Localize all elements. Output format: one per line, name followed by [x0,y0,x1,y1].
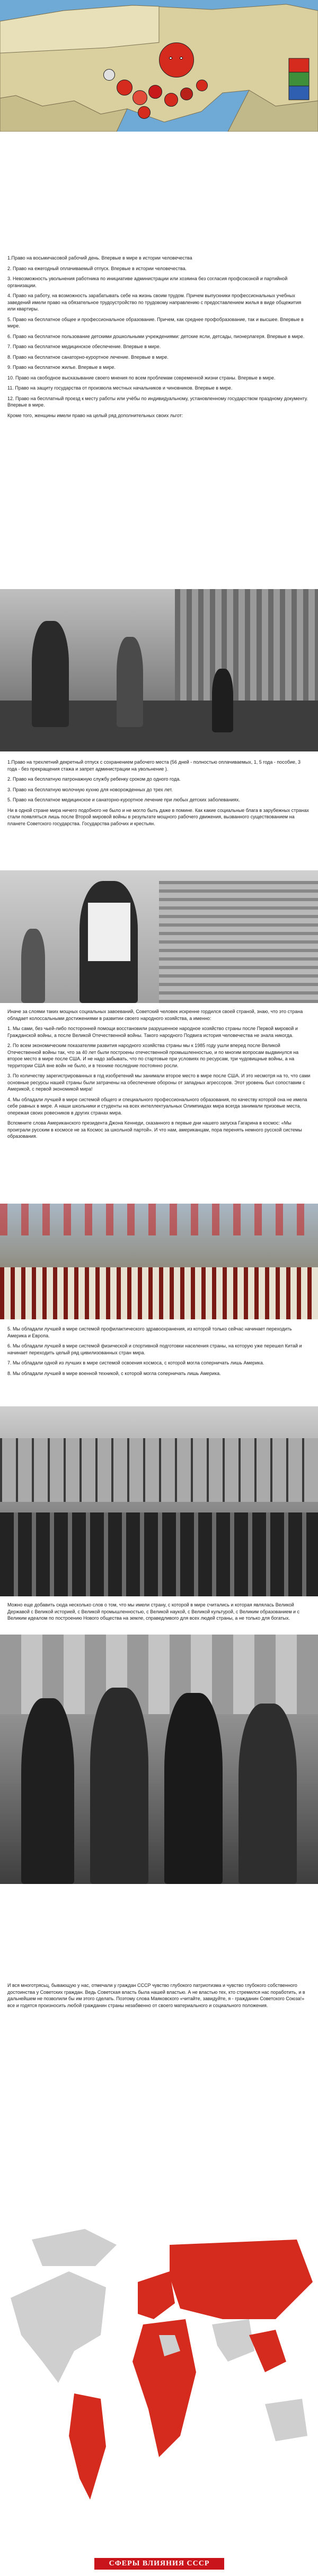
right-item: 8. Право на бесплатное санаторно-курортное лечение. Впервые в мире. [7,354,169,360]
right-item: 3. Невозможность увольнения работника по инициативе администрации или хозяина без согласия профсоюзной и партийной организации. [7,276,288,288]
countryball-2 [132,90,147,105]
achievement-paragraph: 4. Мы обладали лучшей в мире системой общего и специального профессионального образования, по качеству которой она не имела себе равных в мире. А наши школьники и студенты на всех интеллектуальных Олимпиадах мира всегда занимали призовые места, опережая своих ровесников в других странах мира. [7,1096,307,1116]
right-item: 11. Право на защиту государства от произвола местных начальников и чиновников. Впервые в мире. [7,385,233,391]
kennedy-quote: Вспомните слова Американского президента Джона Кеннеди, сказанного в первые дни нашего запуска Гагарина в космос: «Мы проиграли русским в космосе не за Космос за школьной партой». И что нам, американцам, пора перенять немного русской системы образования. [7,1120,302,1139]
countryball-map-image [0,0,318,132]
sports-parade-photo [0,1204,318,1319]
right-item: 5. Право на бесплатное общее и профессиональное образование. Причем, как среднее профобразование, так и высшее. Впервые в мире. [7,316,304,329]
rights-list-1 [7,255,311,422]
womens-right-item: 3. Право на бесплатную молочную кухню для новорожденных до трех лет. [7,786,173,792]
achievement-paragraph: 6. Мы обладали лучшей в мире системой физической и спортивной подготовки населения страны, на которую уже перешел Китай и начинает переходить целый ряд цивилизованных стран мира. [7,1343,302,1355]
street-scene-photo [0,589,318,751]
countryball-4 [164,93,178,107]
womens-right-item: 5. Право на бесплатное медицинское и санаторно-курортное лечение при любых детских заболеваниях. [7,797,240,802]
patriotism-text [7,1982,311,2012]
achievement-paragraph: 2. По всем экономическим показателям развития народного хозяйства страны мы к 1985 году ушли вперед после Великой Отечественной войны так, что за 40 лет были построены отечественной промышленностью, и по многим вопросам выдвинулся на второе место в мире после США. И не надо забывать, что по стартовые при условиях по ресурсам, три чудовищные войны, а на территории США вне войн не было, и в технике последние постоянно росли. [7,1043,299,1068]
right-item: 1.Право на восьмичасовой рабочий день. Впервые в мире в истории человечества [7,255,192,261]
influence-world-map [0,2160,318,2576]
achievements-text-1 [7,1008,311,1144]
world-map-illustration [0,2160,318,2576]
protest-sign [87,902,131,962]
patriotism-paragraph: И вся многотрясьц, бывающую у нас, отмечали у граждан СССР чувство глубокого патриотизма и чувство глубокого собственного достоинства у Советских граждан. Ведь Советская власть была нашей властью. А не властью тех, кто стремился нас поработить, и в дальнейшем не позволили бы им этого сделать. Поэтому слова Маяковского «читайте, завидуйте, я - гражданин Советского Союза!» все и годятся произносить любой гражданин страны незабвенно от своего материального и социального положения. [7,1983,305,2008]
rights-footer: Кроме того, женщины имели право на целый ряд дополнительных своих льгот: [7,412,183,418]
countryball-1 [117,80,132,96]
achievement-paragraph: 3. По количеству зарегистрированных в год изобретений мы занимали второе место в мире после США. И это несмотря на то, что сами основные ресурсы нашей страны были затрачены на обеспечение обороны от западных агрессоров. Этот уровень был сопоставим с Америкой, с первой экономикой мира! [7,1073,311,1092]
countryball-3 [148,85,162,99]
right-item: 4. Право на работу, на возможность зарабатывать себе на жизнь своим трудом. Причем выпускники профессиональных учебных заведений имели право на обязательное трудоустройство по трудовому направлению с предоставлением жилья в виде общежития или квартиры. [7,293,302,312]
countryball-8 [138,106,151,119]
soldiers-photo [0,1406,318,1596]
right-item: 10. Право на свободное высказывание своего мнения по всем проблемам современной жизни страны. Впервые в мире. [7,375,276,381]
womens-right-item: 1.Право на трехлетний декретный отпуск с сохранением рабочего места (56 дней - полностью оплачиваемых, 1, 5 года - пособие, 3 года - без прекращения стажа и запрет администрации на увольнение ). [7,759,301,772]
achievement-paragraph: Иначе за слоями таких мощных социальных завоеваний, Советский человек искренне гордился своей страной, знаю, что это страна обладает колоссальными достижениями в развитии своего народного хозяйства, а именно: [7,1009,303,1021]
map-illustration [0,0,318,132]
comparison-paragraph: Ни в одной стране мира ничего подобного не было и не могло быть даже в помине. Как какие социальные блага в зарубежных странах стали появляться лишь после Второй мировой войны в результате мощного рабочего движения, вызванного существованием на планете Советского государства. Государства рабочих и крестьян. [7,807,309,826]
map-caption: СФЕРЫ ВЛИЯНИЯ СССР [94,2558,224,2570]
achievements-text-2 [7,1326,311,1380]
countryball-6 [103,69,115,81]
sign-bearer-photo [0,870,318,1003]
womens-rights-list [7,759,311,831]
achievement-paragraph: 5. Мы обладали лучшей в мире системой профилактического здравоохранения, из которой только сейчас начинает переходить Америка и Европа. [7,1326,292,1338]
soviet-ball [159,42,194,77]
women-photo [0,1635,318,1884]
countryball-5 [180,88,193,100]
great-power-text [7,1602,311,1626]
great-power-paragraph: Можно еще добавить сюда несколько слов о том, что мы имели страну, с которой в мире считались и которая являлась Великой Державой с Великой историей, с Великой промышленностью, с Великой наукой, с Великой культурой, с Великим образованием и с Великим идеалом по построению Нового общества на земле, справедливого для всех людей страны, а не только для богатых. [7,1602,300,1621]
right-item: 9. Право на бесплатное жилье. Впервые в мире. [7,365,116,370]
womens-right-item: 2. Право на бесплатную патронажную службу ребенку сроком до одного года. [7,776,181,782]
right-item: 6. Право на бесплатное пользование детскими дошкольными учреждениями: детские ясли, детсады, пионерлагеря. Впервые в мире. [7,333,305,339]
right-item: 12. Право на бесплатный проезд к месту работы или учёбы по индивидуальному, установленному государством праздному документу. Впервые в мире. [7,395,308,408]
achievement-paragraph: 1. Мы сами, без чьей-либо посторонней помощи восстановили разрушенное народное хозяйство страны после Первой мировой и Гражданской войны, а после Великой Отечественной войны. Такого народного Подвига история человечества не знала никогда. [7,1026,298,1038]
right-item: 2. Право на ежегодный оплачиваемый отпуск. Впервые в истории человечества. [7,265,187,271]
achievement-paragraph: 8. Мы обладали лучшей в мире военной техникой, с которой могла соперничать лишь Америка. [7,1370,221,1376]
countryball-7 [196,80,208,91]
right-item: 7. Право на бесплатное медицинское обеспечение. Впервые в мире. [7,344,161,349]
achievement-paragraph: 7. Мы обладали одной из лучших в мире системой освоения космоса, с которой могла соперничать лишь Америка. [7,1360,264,1365]
